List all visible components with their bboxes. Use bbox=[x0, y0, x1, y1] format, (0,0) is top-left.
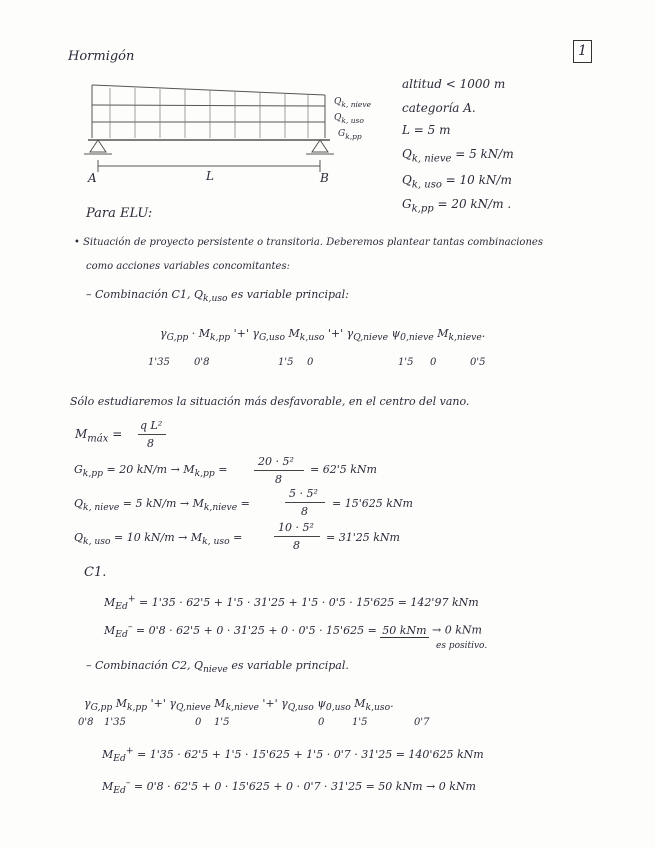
load-label-uso: $Q_{k, uso}$ bbox=[334, 113, 364, 125]
qnieve-numerator: 5 · 5² bbox=[289, 487, 318, 500]
formula1-coef-6: 0'5 bbox=[470, 357, 486, 368]
gkpp-result: = 62'5 kNm bbox=[310, 463, 377, 476]
quso-result: = 31'25 kNm bbox=[326, 531, 400, 544]
page-number-box: 1 bbox=[573, 40, 592, 63]
gkpp-fraction-bar bbox=[254, 470, 304, 471]
length-line: L = 5 m bbox=[402, 123, 451, 137]
load-label-pp: $G_{k,pp}$ bbox=[338, 129, 362, 141]
quso-fraction-bar bbox=[274, 536, 320, 537]
qnieve-line: $Q_{k, nieve} = 5$ $kN/m \to M_{k,nieve}$ = bbox=[74, 497, 250, 514]
formula2-coef-4: 0 bbox=[318, 717, 325, 728]
formula2-coef-6: 0'7 bbox=[414, 717, 430, 728]
c1-heading: C1. bbox=[84, 565, 107, 580]
formula1-coef-0: 1'35 bbox=[148, 357, 170, 368]
g-pp-line: $G_{k,pp} = 20$ kN/m . bbox=[402, 197, 512, 215]
como-acciones-text: como acciones variables concomitantes: bbox=[86, 261, 290, 272]
categoria-line: categoría A. bbox=[402, 101, 476, 115]
formula1-coef-1: 0'8 bbox=[194, 357, 210, 368]
med4-line: $M_{Ed}^- = 0'8 \cdot 62'5 + 0 \cdot 15'625 + 0 \cdot 0'7 \cdot 31'25 = 50$ kNm → 0 kNm bbox=[102, 777, 476, 796]
med1-line: $M_{Ed}^+ = 1'35 \cdot 62'5 + 1'5 \cdot 31'25 + 1'5 \cdot 0'5 \cdot 15'625 = 142'97$ kNm bbox=[104, 593, 479, 612]
mmax-denominator: 8 bbox=[147, 437, 154, 450]
qnieve-denominator: 8 bbox=[301, 505, 308, 518]
formula2-coef-2: 0 bbox=[195, 717, 202, 728]
es-positivo-note: es positivo. bbox=[436, 641, 488, 651]
combinacion-1: – Combinación C1, $Q_{k,uso}$ es variable principal: bbox=[86, 288, 349, 305]
gkpp-denominator: 8 bbox=[275, 473, 282, 486]
gkpp-numerator: 20 · 5² bbox=[258, 455, 294, 468]
q-uso-line: $Q_{k, uso} = 10$ kN/m bbox=[402, 173, 512, 191]
med2-boxed-value: 50 kNm bbox=[382, 623, 427, 637]
support-a-label: A bbox=[88, 171, 97, 185]
solo-text: Sólo estudiaremos la situación más desfavorable, en el centro del vano. bbox=[70, 395, 470, 408]
q-nieve-line: $Q_{k, nieve} = 5$ kN/m bbox=[402, 147, 514, 165]
med3-line: $M_{Ed}^+ = 1'35 \cdot 62'5 + 1'5 \cdot 15'625 + 1'5 \cdot 0'7 \cdot 31'25 = 140'625$ kNm bbox=[102, 745, 484, 764]
qnieve-fraction-bar bbox=[285, 502, 325, 503]
formula-2: $\gamma_{G,pp}$ $M_{k,pp}$ '+' $\gamma_{Q,nieve}$ $M_{k,nieve}$ '+' $\gamma_{Q,uso}$ $\psi_{0,uso}$ $M_{k,uso}$. bbox=[84, 697, 394, 714]
quso-line: $Q_{k, uso} = 10$ $kN/m \to M_{k, uso}$ = bbox=[74, 531, 243, 548]
combinacion-2: – Combinación C2, $Q_{nieve}$ es variable principal. bbox=[86, 659, 349, 676]
formula-1: $\gamma_{G,pp} \cdot M_{k,pp}$ '+' $\gamma_{G,uso}$ $M_{k,uso}$ '+' $\gamma_{Q,nieve}$ $\psi_{0,nieve}$ $M_{k,nieve}$. bbox=[160, 327, 486, 344]
altitud-line: altitud < 1000 m bbox=[402, 77, 506, 91]
quso-denominator: 8 bbox=[293, 539, 300, 552]
span-label: L bbox=[206, 169, 214, 183]
formula1-coef-4: 1'5 bbox=[398, 357, 414, 368]
qnieve-result: = 15'625 kNm bbox=[332, 497, 413, 510]
med2-tail: → 0 kNm bbox=[432, 623, 482, 637]
gkpp-line: $G_{k,pp} = 20$ $kN/m \to M_{k,pp}$ = bbox=[74, 463, 228, 480]
situacion-text: • Situación de proyecto persistente o transitoria. Deberemos plantear tantas combinaciones bbox=[74, 237, 543, 248]
formula2-coef-0: 0'8 bbox=[78, 717, 94, 728]
mmax-label: $M_{máx}$ = bbox=[75, 427, 123, 445]
formula1-coef-2: 1'5 bbox=[278, 357, 294, 368]
formula2-coef-5: 1'5 bbox=[352, 717, 368, 728]
load-label-nieve: $Q_{k, nieve}$ bbox=[334, 97, 372, 109]
mmax-numerator: q L² bbox=[140, 419, 163, 432]
quso-numerator: 10 · 5² bbox=[278, 521, 314, 534]
formula2-coef-1: 1'35 bbox=[104, 717, 126, 728]
para-elu: Para ELU: bbox=[86, 206, 153, 221]
page-title: Hormigón bbox=[68, 49, 135, 64]
med2-line: $M_{Ed}^- = 0'8 \cdot 62'5 + 0 \cdot 31'25 + 0 \cdot 0'5 \cdot 15'625 = 50$ kNm → 0 kNm bbox=[104, 621, 482, 640]
mmax-fraction-bar bbox=[138, 434, 166, 435]
formula1-coef-3: 0 bbox=[307, 357, 314, 368]
formula1-coef-5: 0 bbox=[430, 357, 437, 368]
support-b-label: B bbox=[320, 171, 329, 185]
formula2-coef-3: 1'5 bbox=[214, 717, 230, 728]
